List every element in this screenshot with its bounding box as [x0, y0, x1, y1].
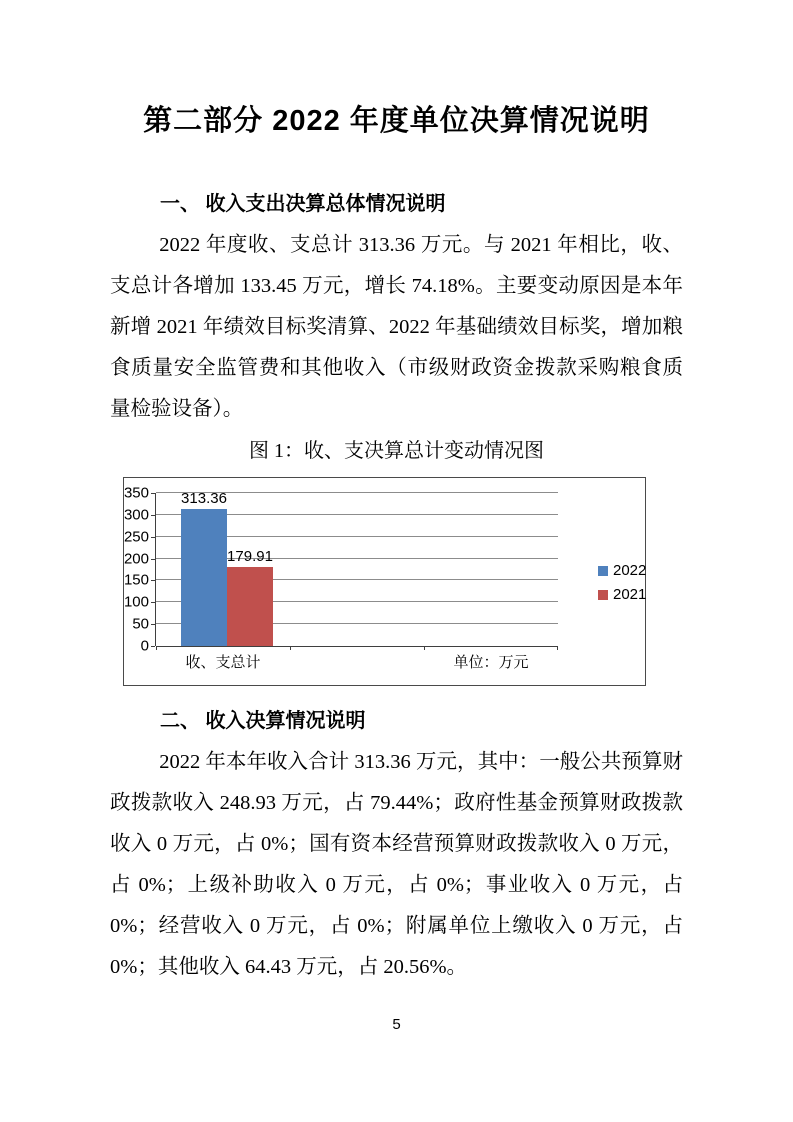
y-axis-tick	[151, 602, 155, 603]
section2-paragraph: 2022 年本年收入合计 313.36 万元，其中：一般公共预算财政拨款收入 248.93 万元，占 79.44%；政府性基金预算财政拨款收入 0 万元，占 0%；国有资本经营预算财政拨款收入 0 万元，占 0%；上级补助收入 0 万元，占 0%；事业收入 0 万元，占 0%；经营收入 0 万元，占 0%；附属单位上缴收入 0 万元，占 0%；其他收入 64.43 万元，占 20.56%。	[110, 751, 683, 978]
y-axis-tick	[151, 646, 155, 647]
y-axis-tick	[151, 580, 155, 581]
section2-heading: 二、 收入决算情况说明	[160, 710, 366, 732]
figure1-bar-chart	[123, 477, 646, 686]
chart-legend	[598, 562, 646, 603]
y-axis-tick-label: 350	[123, 484, 149, 502]
x-axis-tick	[290, 646, 291, 650]
x-axis-tick	[557, 646, 558, 650]
legend-swatch-2022	[598, 566, 608, 576]
page-number: 5	[392, 1016, 401, 1033]
legend-label-2021: 2021	[613, 586, 647, 603]
y-axis-tick-label: 250	[123, 528, 149, 546]
bar-value-label-2022: 313.36	[181, 490, 227, 507]
bar-value-label-2021: 179.91	[227, 548, 273, 565]
page-content	[110, 0, 683, 988]
bar-2022	[181, 509, 227, 646]
legend-item-2021	[598, 586, 646, 603]
x-axis-tick	[424, 646, 425, 650]
bar-2021	[227, 567, 273, 646]
legend-item-2022	[598, 562, 646, 579]
section1-heading: 一、 收入支出决算总体情况说明	[160, 193, 446, 215]
x-axis-tick	[156, 646, 157, 650]
section1-paragraph: 2022 年度收、支总计 313.36 万元。与 2021 年相比，收、支总计各增加 133.45 万元，增长 74.18%。主要变动原因是本年新增 2021 年绩效目标奖清算、2022 年基础绩效目标奖，增加粮食质量安全监管费和其他收入（市级财政资金拨款采购粮食质量检验设备）。	[110, 234, 683, 420]
legend-label-2022: 2022	[613, 562, 647, 579]
chart-plot-area	[123, 484, 558, 671]
x-axis-line	[156, 646, 558, 647]
page-title: 第二部分 2022 年度单位决算情况说明	[143, 105, 650, 137]
figure1-caption: 图 1：收、支决算总计变动情况图	[249, 440, 544, 462]
chart-unit-label: 单位：万元	[453, 654, 529, 671]
y-axis-tick-label: 100	[123, 593, 149, 611]
y-axis-tick	[151, 537, 155, 538]
legend-swatch-2021	[598, 590, 608, 600]
y-axis-tick	[151, 515, 155, 516]
y-axis-tick-label: 150	[123, 571, 149, 589]
y-axis-tick	[151, 624, 155, 625]
y-axis-tick-label: 200	[123, 550, 149, 568]
y-axis-tick-label: 50	[132, 615, 149, 633]
y-axis-tick-label: 300	[123, 506, 149, 524]
y-axis-tick-label: 0	[140, 637, 149, 655]
y-axis-tick	[151, 493, 155, 494]
y-axis-tick	[151, 559, 155, 560]
x-axis-category-label: 收、支总计	[185, 654, 261, 671]
